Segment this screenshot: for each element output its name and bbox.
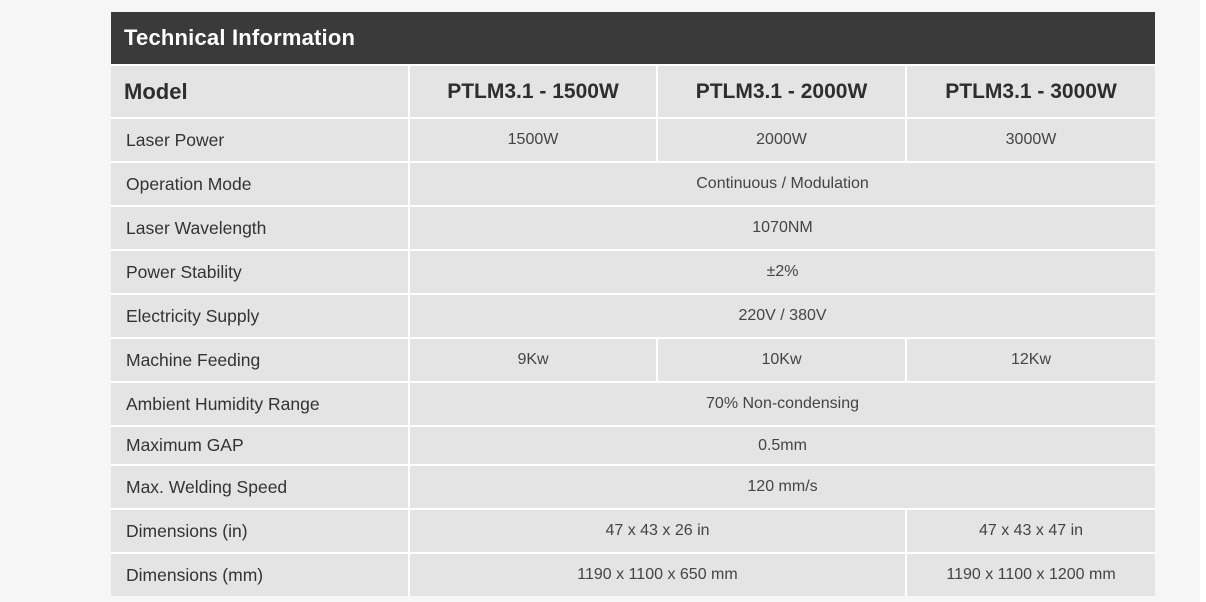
row-label: Dimensions (in) bbox=[111, 509, 409, 553]
row-value: Continuous / Modulation bbox=[409, 162, 1155, 206]
table-title-row bbox=[111, 12, 1155, 65]
table-row bbox=[111, 206, 1155, 250]
header-label-model: Model bbox=[111, 65, 409, 118]
row-value: 9Kw bbox=[409, 338, 657, 382]
row-value: 47 x 43 x 47 in bbox=[906, 509, 1155, 553]
row-value: 3000W bbox=[906, 118, 1155, 162]
row-label: Ambient Humidity Range bbox=[111, 382, 409, 426]
row-label: Machine Feeding bbox=[111, 338, 409, 382]
header-model-1500w: PTLM3.1 - 1500W bbox=[409, 65, 657, 118]
table-row bbox=[111, 465, 1155, 509]
row-label: Maximum GAP bbox=[111, 426, 409, 465]
row-label: Max. Welding Speed bbox=[111, 465, 409, 509]
table-row bbox=[111, 250, 1155, 294]
table-row bbox=[111, 118, 1155, 162]
table-row bbox=[111, 162, 1155, 206]
row-value: 12Kw bbox=[906, 338, 1155, 382]
row-value: 0.5mm bbox=[409, 426, 1155, 465]
header-model-3000w: PTLM3.1 - 3000W bbox=[906, 65, 1155, 118]
table-title: Technical Information bbox=[111, 12, 1155, 65]
table-row bbox=[111, 294, 1155, 338]
row-value: 120 mm/s bbox=[409, 465, 1155, 509]
row-value: 1500W bbox=[409, 118, 657, 162]
row-label: Laser Power bbox=[111, 118, 409, 162]
technical-information-table bbox=[111, 12, 1155, 596]
row-value: 47 x 43 x 26 in bbox=[409, 509, 906, 553]
row-value: 1070NM bbox=[409, 206, 1155, 250]
row-value: 1190 x 1100 x 650 mm bbox=[409, 553, 906, 596]
header-model-2000w: PTLM3.1 - 2000W bbox=[657, 65, 906, 118]
row-label: Operation Mode bbox=[111, 162, 409, 206]
row-value: 220V / 380V bbox=[409, 294, 1155, 338]
table-row bbox=[111, 338, 1155, 382]
table-header-row bbox=[111, 65, 1155, 118]
row-label: Electricity Supply bbox=[111, 294, 409, 338]
table-row bbox=[111, 553, 1155, 596]
row-label: Laser Wavelength bbox=[111, 206, 409, 250]
row-value: 2000W bbox=[657, 118, 906, 162]
row-value: 1190 x 1100 x 1200 mm bbox=[906, 553, 1155, 596]
table-row bbox=[111, 509, 1155, 553]
table-row bbox=[111, 382, 1155, 426]
row-value: ±2% bbox=[409, 250, 1155, 294]
row-label: Power Stability bbox=[111, 250, 409, 294]
row-value: 70% Non-condensing bbox=[409, 382, 1155, 426]
row-value: 10Kw bbox=[657, 338, 906, 382]
page-edge bbox=[1200, 0, 1206, 602]
table-row bbox=[111, 426, 1155, 465]
row-label: Dimensions (mm) bbox=[111, 553, 409, 596]
